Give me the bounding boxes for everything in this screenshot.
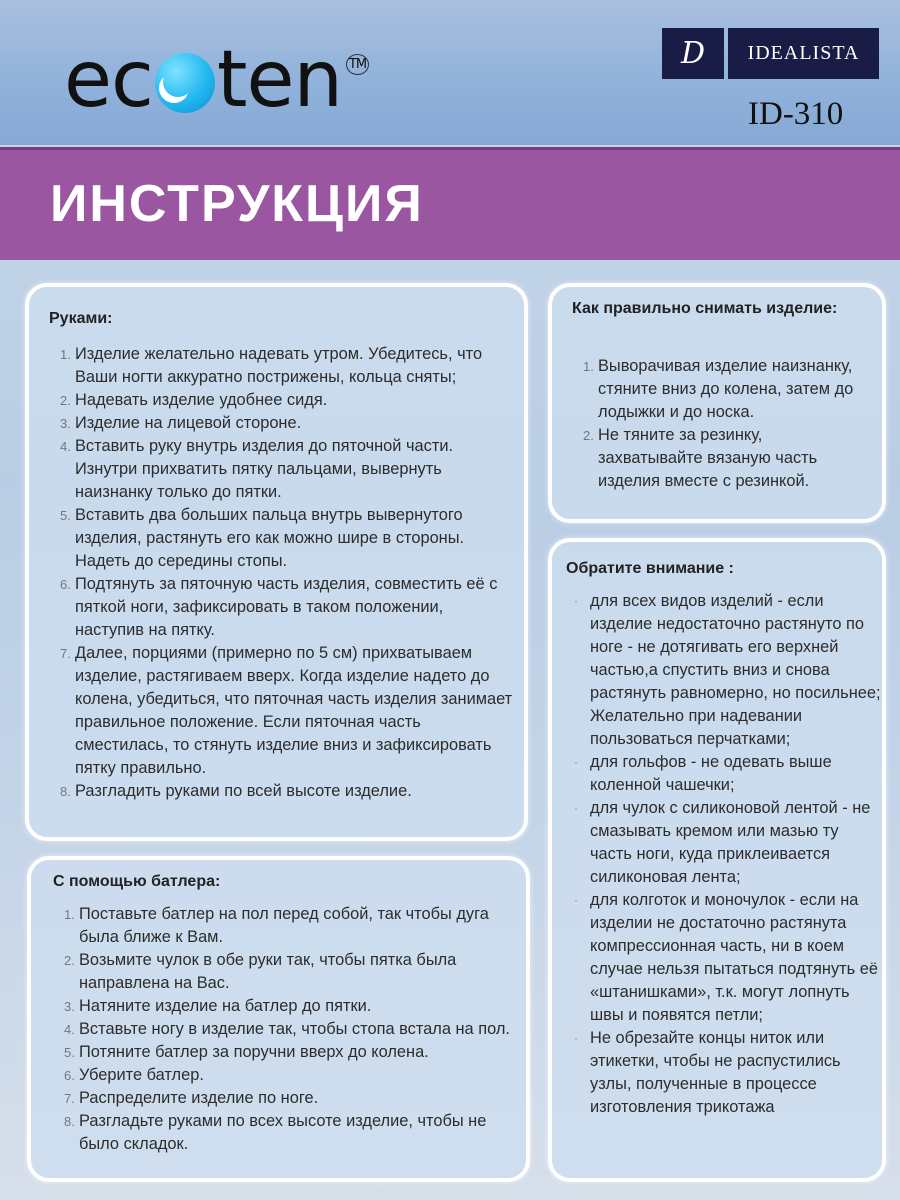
header-area — [0, 0, 900, 145]
list-item: 2. Возьмите чулок в обе руки так, чтобы пятка была направлена на Вас. — [64, 951, 457, 992]
bullet-icon: · — [574, 755, 578, 769]
list-item: 6. Подтянуть за пяточную часть изделия, совместить её с пяткой ноги, зафиксировать в таком положении, наступив на пятку. — [60, 575, 498, 639]
logo-text-left: ec — [64, 35, 153, 125]
list-item: 7. Распределите изделие по ноге. — [64, 1089, 319, 1107]
hands-title: Руками: — [49, 310, 113, 327]
attention-title: Обратите внимание : — [566, 560, 734, 577]
butler-instructions-card — [27, 856, 530, 1182]
removal-steps-list — [583, 355, 863, 493]
list-item: 1. Изделие желательно надевать утром. Убедитесь, что Ваши ногти аккуратно пострижены, кольца сняты; — [60, 345, 483, 386]
list-item: · для гольфов - не одевать выше коленной чашечки; — [574, 753, 832, 794]
list-item: 6. Уберите батлер. — [64, 1066, 204, 1084]
removal-title: Как правильно снимать изделие: — [572, 300, 838, 317]
list-item: 5. Вставить два больших пальца внутрь вывернутого изделия, растянуть его как можно шире в стороны. Надеть до середины стопы. — [60, 506, 465, 570]
bullet-icon: · — [574, 801, 578, 815]
bullet-icon: · — [574, 1031, 578, 1045]
list-item: 1. Поставьте батлер на пол перед собой, так чтобы дуга была ближе к Вам. — [64, 905, 489, 946]
list-item: · для всех видов изделий - если изделие недостаточно растянуто по ноге - не дотягивать его верхней частью,а спустить вниз и снова растянуть равномерно, но посильнее; Желательно при надевании пользоваться перчатками; — [574, 592, 881, 748]
list-item: 2. Не тяните за резинку, захватывайте вязаную часть изделия вместе с резинкой. — [583, 426, 818, 490]
butler-title: С помощью батлера: — [53, 873, 221, 890]
attention-list — [574, 590, 882, 1119]
list-item: 3. Натяните изделие на батлер до пятки. — [64, 997, 372, 1015]
list-item: 8. Разгладьте руками по всех высоте изделие, чтобы не было складок. — [64, 1112, 487, 1153]
list-item: 1. Выворачивая изделие наизнанку, стяните вниз до колена, затем до лодыжки и до носка. — [583, 357, 854, 421]
page-title: ИНСТРУКЦИЯ — [50, 175, 424, 233]
list-item: · Не обрезайте концы ниток или этикетки, чтобы не распустились узлы, полученные в процессе изготовления трикотажа — [574, 1029, 841, 1116]
list-item: · для чулок с силиконовой лентой - не смазывать кремом или мазью ту часть ноги, куда приклеивается силиконовая лента; — [574, 799, 871, 886]
trademark-mark: TM — [346, 54, 369, 75]
idealista-mark-icon: D — [662, 28, 724, 79]
list-item: 7. Далее, порциями (примерно по 5 см) прихватываем изделие, растягиваем вверх. Когда изделие надето до колена, убедиться, что пяточная часть изделия занимает правильное положение. Если пяточная часть сместилась, то стянуть изделие вниз и зафиксировать пятку правильно. — [60, 644, 513, 777]
butler-steps-list — [64, 903, 519, 1156]
list-item: 4. Вставьте ногу в изделие так, чтобы стопа встала на пол. — [64, 1020, 510, 1038]
logo-text-right: ten — [216, 35, 342, 125]
model-number: ID-310 — [748, 96, 844, 132]
hands-steps-list — [60, 343, 515, 803]
list-item: 5. Потяните батлер за поручни вверх до колена. — [64, 1043, 429, 1061]
hands-instructions-card — [25, 283, 528, 841]
logo-dot-icon — [155, 53, 215, 113]
bullet-icon: · — [574, 893, 578, 907]
idealista-name: IDEALISTA — [728, 28, 879, 79]
ecoten-logo — [64, 35, 369, 125]
attention-notes-card — [548, 538, 886, 1182]
title-banner — [0, 147, 900, 260]
list-item: · для колготок и моночулок - если на изделии не достаточно растянута компрессионная часть, ни в коем случае нельзя пытаться подтянуть её «штанишками», т.к. могут лопнуть швы и появятся петли; — [574, 891, 879, 1024]
list-item: 3. Изделие на лицевой стороне. — [60, 414, 302, 432]
removal-instructions-card — [548, 283, 886, 523]
idealista-brand — [662, 28, 879, 79]
list-item: 8. Разгладить руками по всей высоте изделие. — [60, 782, 412, 800]
list-item: 2. Надевать изделие удобнее сидя. — [60, 391, 328, 409]
list-item: 4. Вставить руку внутрь изделия до пяточной части. Изнутри прихватить пятку пальцами, вывернуть наизнанку только до пятки. — [60, 437, 454, 501]
bullet-icon: · — [574, 594, 578, 608]
